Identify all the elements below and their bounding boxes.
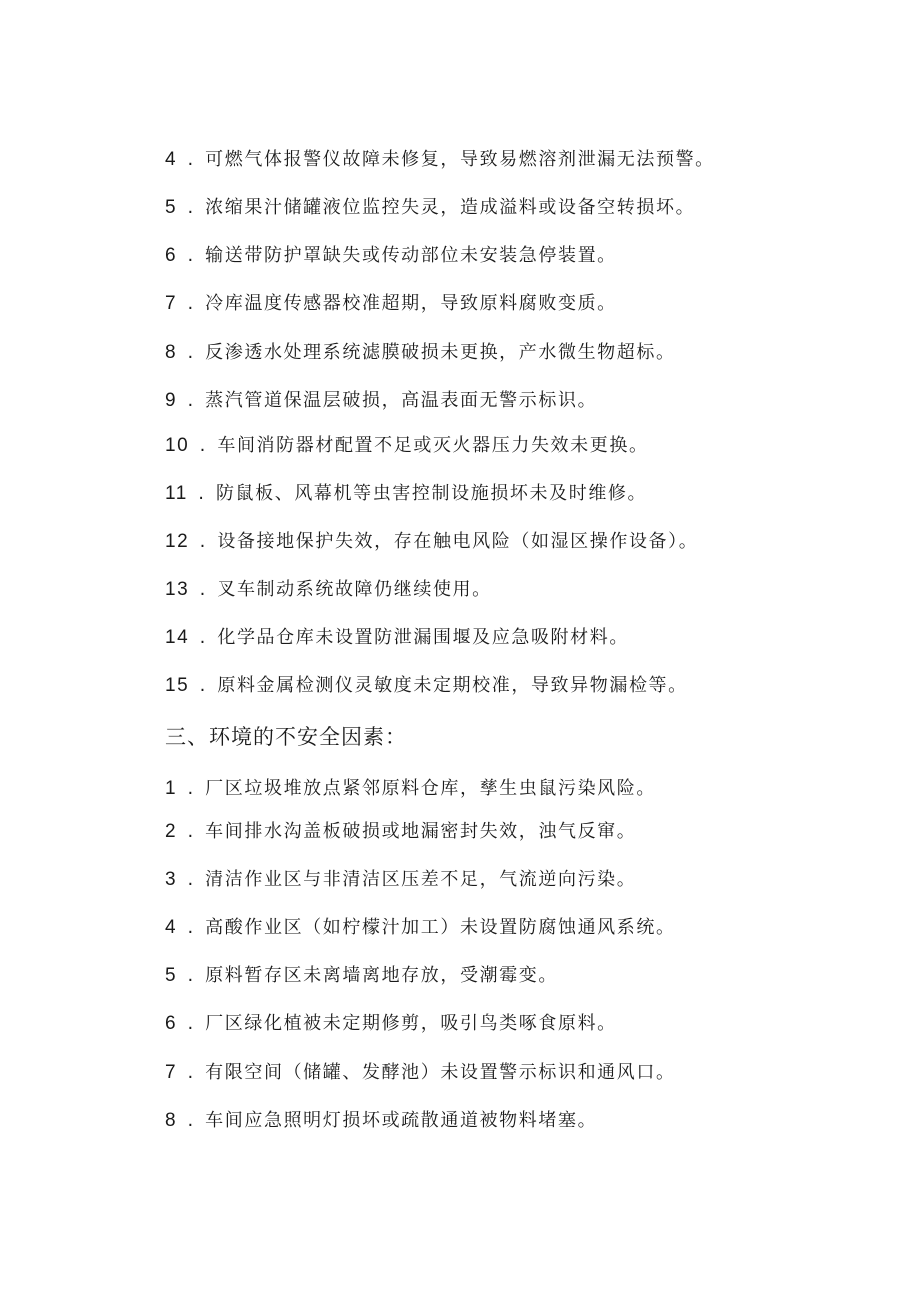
item-text: 原料暂存区未离墙离地存放，受潮霉变。 — [205, 965, 558, 986]
list-item — [165, 434, 649, 458]
item-separator: . — [199, 435, 207, 456]
item-separator: . — [187, 778, 195, 799]
list-item — [165, 341, 676, 365]
item-text: 叉车制动系统故障仍继续使用。 — [217, 579, 492, 600]
list-item — [165, 244, 617, 268]
item-separator: . — [199, 579, 207, 600]
list-item — [165, 389, 597, 413]
list-item — [165, 1061, 676, 1085]
list-item — [165, 196, 695, 220]
item-separator: . — [187, 1110, 195, 1131]
list-item — [165, 1012, 617, 1036]
item-number: 7 — [165, 293, 178, 314]
item-number: 5 — [165, 965, 178, 986]
item-text: 可燃气体报警仪故障未修复，导致易燃溶剂泄漏无法预警。 — [205, 149, 715, 170]
list-item — [165, 868, 636, 892]
item-number: 11 — [165, 483, 188, 504]
item-number: 9 — [165, 390, 178, 411]
list-item — [165, 626, 629, 650]
item-number: 6 — [165, 245, 178, 266]
item-text: 厂区绿化植被未定期修剪，吸引鸟类啄食原料。 — [205, 1013, 617, 1034]
item-text: 车间应急照明灯损坏或疏散通道被物料堵塞。 — [205, 1110, 598, 1131]
list-item — [165, 1109, 597, 1133]
item-separator: . — [187, 821, 195, 842]
item-separator: . — [187, 293, 195, 314]
item-separator: . — [199, 531, 207, 552]
section-heading: 三、环境的不安全因素： — [165, 725, 407, 749]
item-separator: . — [198, 483, 206, 504]
item-number: 3 — [165, 869, 178, 890]
item-text: 车间消防器材配置不足或灭火器压力失效未更换。 — [217, 435, 649, 456]
item-text: 车间排水沟盖板破损或地漏密封失效，浊气反窜。 — [205, 821, 637, 842]
list-item — [165, 674, 688, 698]
item-text: 有限空间（储罐、发酵池）未设置警示标识和通风口。 — [205, 1062, 676, 1083]
item-separator: . — [187, 1062, 195, 1083]
item-separator: . — [187, 869, 195, 890]
item-separator: . — [199, 675, 207, 696]
item-separator: . — [187, 390, 195, 411]
item-number: 7 — [165, 1062, 178, 1083]
item-text: 反渗透水处理系统滤膜破损未更换，产水微生物超标。 — [205, 342, 676, 363]
list-item — [165, 578, 492, 602]
item-number: 4 — [165, 149, 178, 170]
item-separator: . — [187, 197, 195, 218]
item-number: 2 — [165, 821, 178, 842]
item-separator: . — [187, 965, 195, 986]
list-item — [165, 148, 715, 172]
item-text: 设备接地保护失效，存在触电风险（如湿区操作设备）。 — [217, 531, 699, 552]
item-number: 5 — [165, 197, 178, 218]
item-number: 6 — [165, 1013, 178, 1034]
item-separator: . — [187, 342, 195, 363]
item-text: 厂区垃圾堆放点紧邻原料仓库，孳生虫鼠污染风险。 — [205, 778, 656, 799]
item-text: 高酸作业区（如柠檬汁加工）未设置防腐蚀通风系统。 — [205, 917, 676, 938]
item-text: 化学品仓库未设置防泄漏围堰及应急吸附材料。 — [217, 627, 629, 648]
item-number: 10 — [165, 435, 190, 456]
list-item — [165, 777, 656, 801]
list-item — [165, 482, 647, 506]
item-separator: . — [187, 917, 195, 938]
item-text: 防鼠板、风幕机等虫害控制设施损坏未及时维修。 — [215, 483, 648, 504]
item-number: 8 — [165, 1110, 178, 1131]
item-separator: . — [199, 627, 207, 648]
item-text: 清洁作业区与非清洁区压差不足，气流逆向污染。 — [205, 869, 637, 890]
item-text: 冷库温度传感器校准超期，导致原料腐败变质。 — [205, 293, 617, 314]
item-text: 蒸汽管道保温层破损，高温表面无警示标识。 — [205, 390, 598, 411]
item-text: 原料金属检测仪灵敏度未定期校准，导致异物漏检等。 — [217, 675, 688, 696]
item-number: 1 — [165, 778, 178, 799]
list-item — [165, 820, 636, 844]
item-number: 15 — [165, 675, 190, 696]
list-item — [165, 530, 698, 554]
item-number: 14 — [165, 627, 190, 648]
item-number: 12 — [165, 531, 190, 552]
item-number: 4 — [165, 917, 178, 938]
list-item — [165, 292, 617, 316]
item-number: 8 — [165, 342, 178, 363]
list-item — [165, 964, 558, 988]
item-text: 浓缩果汁储罐液位监控失灵，造成溢料或设备空转损坏。 — [205, 197, 696, 218]
item-number: 13 — [165, 579, 190, 600]
item-separator: . — [187, 149, 195, 170]
item-separator: . — [187, 1013, 195, 1034]
item-separator: . — [187, 245, 195, 266]
item-text: 输送带防护罩缺失或传动部位未安装急停装置。 — [205, 245, 617, 266]
list-item — [165, 916, 676, 940]
